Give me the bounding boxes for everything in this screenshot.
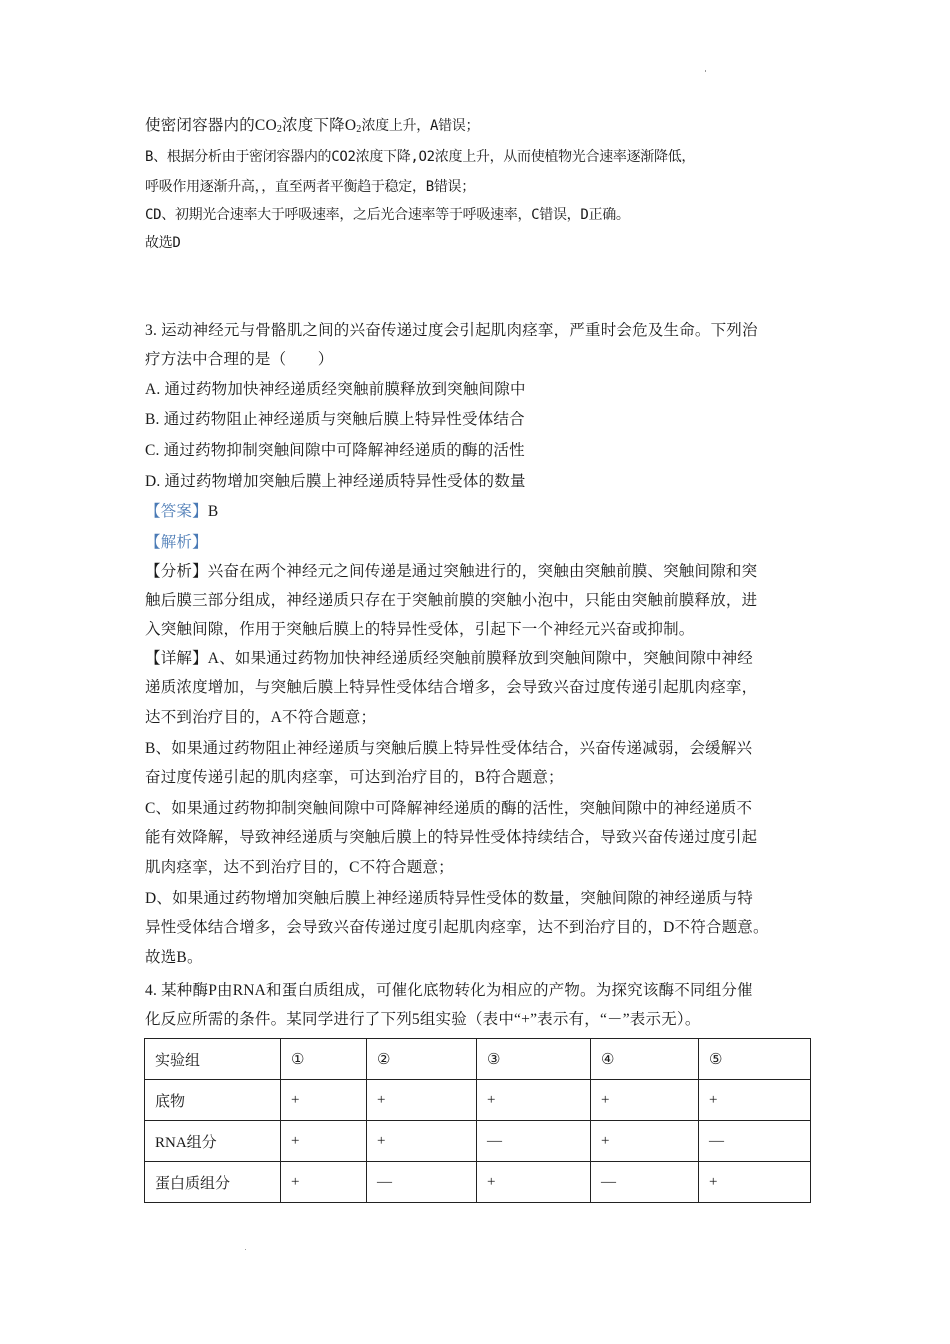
table-header-cell: ③: [477, 1039, 591, 1080]
table-header-row: [145, 1039, 811, 1080]
table-cell: +: [699, 1162, 811, 1203]
table-cell: +: [699, 1080, 811, 1121]
table-row: [145, 1080, 811, 1121]
table-cell: +: [367, 1121, 477, 1162]
q3-option-c: C. 通过药物抑制突触间隙中可降解神经递质的酶的活性: [145, 442, 525, 459]
table-cell: 底物: [145, 1080, 281, 1121]
prev-solution-line-3: 呼吸作用逐渐升高，，直至两者平衡趋于稳定，B错误；: [145, 179, 475, 195]
analysis-label: 【解析】: [145, 534, 208, 551]
table-cell: 蛋白质组分: [145, 1162, 281, 1203]
analysis-line-2: 触后膜三部分组成，神经递质只存在于突触前膜的突触小泡中，只能由突触前膜释放，进: [145, 592, 758, 609]
table-cell: +: [591, 1080, 699, 1121]
table-cell: +: [281, 1080, 367, 1121]
q3-option-b: B. 通过药物阻止神经递质与突触后膜上特异性受体结合: [145, 411, 525, 428]
detail-line-5: 奋过度传递引起的肌肉痉挛，可达到治疗目的，B符合题意；: [145, 769, 564, 786]
subscript: 2: [276, 124, 283, 135]
table-header-cell: ⑤: [699, 1039, 811, 1080]
analysis-line-3: 入突触间隙，作用于突触后膜上的特异性受体，引起下一个神经元兴奋或抑制。: [145, 621, 695, 638]
detail-line-7: 能有效降解，导致神经递质与突触后膜上的特异性受体持续结合，导致兴奋传递过度引起: [145, 829, 758, 846]
detail-line-6: C、如果通过药物抑制突触间隙中可降解神经递质的酶的活性，突触间隙中的神经递质不: [145, 800, 753, 817]
table-header-cell: ④: [591, 1039, 699, 1080]
table-row: [145, 1121, 811, 1162]
prev-solution-line-2: B、根据分析由于密闭容器内的CO2浓度下降,O2浓度上升，从而使植物光合速率逐渐降低，: [145, 149, 696, 165]
detail-line-3: 达不到治疗目的，A不符合题意；: [145, 709, 377, 726]
table-cell: —: [477, 1121, 591, 1162]
detail-line-1: 【详解】A、如果通过药物加快神经递质经突触前膜释放到突触间隙中，突触间隙中神经: [145, 650, 753, 667]
text-fragment: 浓度下降O: [282, 117, 357, 134]
page-corner-mark: [705, 70, 706, 72]
detail-line-9: D、如果通过药物增加突触后膜上神经递质特异性受体的数量，突触间隙的神经递质与特: [145, 890, 753, 907]
q4-stem-line-1: 4. 某种酶P由RNA和蛋白质组成，可催化底物转化为相应的产物。为探究该酶不同组分催: [145, 982, 753, 999]
table-row: [145, 1162, 811, 1203]
q3-stem-line-2: 疗方法中合理的是（ ）: [145, 351, 334, 368]
q3-option-d: D. 通过药物增加突触后膜上神经递质特异性受体的数量: [145, 473, 526, 490]
prev-solution-line-4: CD、初期光合速率大于呼吸速率，之后光合速率等于呼吸速率，C错误，D正确。: [145, 207, 630, 223]
q4-stem-line-2: 化反应所需的条件。某同学进行了下列5组实验（表中“+”表示有，“－”表示无）。: [145, 1011, 701, 1028]
page-bottom-mark: [245, 1249, 246, 1250]
table-cell: +: [591, 1121, 699, 1162]
q3-answer: [145, 502, 218, 522]
table-header-cell: 实验组: [145, 1039, 281, 1080]
q3-option-a: A. 通过药物加快神经递质经突触前膜释放到突触间隙中: [145, 381, 526, 398]
table-cell: +: [477, 1080, 591, 1121]
table-cell: —: [699, 1121, 811, 1162]
text-fragment: 使密闭容器内的CO: [145, 117, 277, 134]
detail-line-11: 故选B。: [145, 949, 203, 966]
table-header-cell: ①: [281, 1039, 367, 1080]
detail-line-4: B、如果通过药物阻止神经递质与突触后膜上特异性受体结合，兴奋传递减弱，会缓解兴: [145, 740, 753, 757]
table-cell: RNA组分: [145, 1121, 281, 1162]
table-cell: —: [367, 1162, 477, 1203]
answer-label: 【答案】: [145, 503, 208, 520]
table-cell: +: [281, 1162, 367, 1203]
prev-solution-line-5: 故选D: [145, 235, 181, 251]
table-cell: +: [477, 1162, 591, 1203]
prev-solution-line-1: [145, 116, 479, 136]
detail-line-8: 肌肉痉挛，达不到治疗目的，C不符合题意；: [145, 859, 454, 876]
subscript: 2: [356, 124, 362, 135]
analysis-line-1: 【分析】兴奋在两个神经元之间传递是通过突触进行的，突触由突触前膜、突触间隙和突: [145, 563, 758, 580]
table-cell: —: [591, 1162, 699, 1203]
q3-stem-line-1: 3. 运动神经元与骨骼肌之间的兴奋传递过度会引起肌肉痉挛，严重时会危及生命。下列治: [145, 322, 758, 339]
table-cell: +: [367, 1080, 477, 1121]
text-fragment: 浓度上升，A错误；: [361, 118, 480, 134]
detail-line-2: 递质浓度增加，与突触后膜上特异性受体结合增多，会导致兴奋过度传递引起肌肉痉挛，: [145, 679, 758, 696]
table-header-cell: ②: [367, 1039, 477, 1080]
experiment-table: [144, 1038, 811, 1203]
answer-value: B: [207, 503, 219, 520]
table-cell: +: [281, 1121, 367, 1162]
detail-line-10: 异性受体结合增多，会导致兴奋传递过度引起肌肉痉挛，达不到治疗目的，D不符合题意。: [145, 919, 769, 936]
